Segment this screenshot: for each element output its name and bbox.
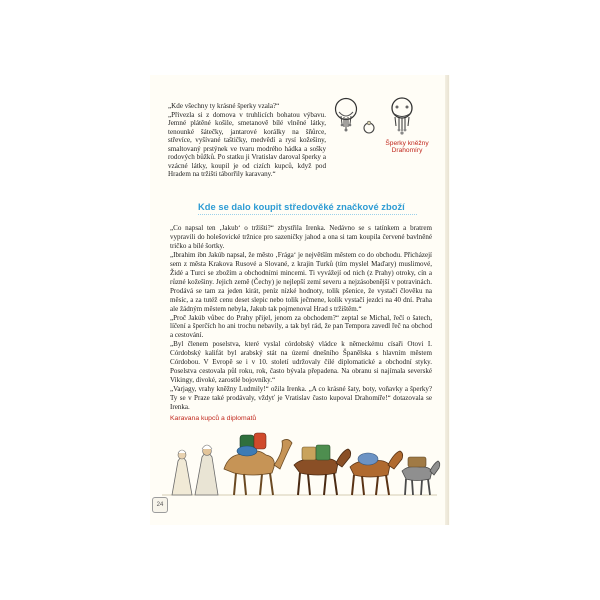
page-number: 24 <box>152 497 168 513</box>
section-heading: Kde se dalo koupit středověké značkové zboží <box>198 202 405 212</box>
ring-illustration <box>362 120 376 136</box>
intro-text <box>168 102 326 179</box>
intro-paragraph: „Přivezla si z domova v truhlicích bohatou výbavu. Jemné plátěné košile, smetanově bílé vlněné látky, tenounké šátečky, jantarové korálky na šňůrce, střevíce, vyšívané taštičky, medvědí a rysí kožešiny, smaltovaný prstýnek ve tvaru modrého hádka a sošky rodových bůžků. Po statku ji Vratislav daroval šperky a vzácné látky, koupil je od cizích kupců, když pod Hradem na tržišti táborřily karavany.“ <box>168 110 326 179</box>
body-text <box>170 224 432 422</box>
body-paragraph: „Varjagy, vrahy kněžny Ludmily!“ ožila Irenka. „A co krásné šaty, boty, voňavky a šperky? Ty se v Praze také prodávaly, vždyť je Vratislav často kupoval Drahomíře!“ dotazovala se Irenka. <box>170 385 432 412</box>
caravan-illustration <box>152 421 444 501</box>
body-paragraph: „Co napsal ten ‚Jakub‘ o tržišti?“ zbystřila Irenka. Nedávno se s tatínkem a bratrem vypravili do holešovické tržnice pro sazeničky jahod a ona si tam koupila červené bavlněné tričko a bílé šortky. <box>170 224 432 250</box>
intro-paragraph: „Kde všechny ty krásné šperky vzala?“ <box>168 102 280 110</box>
body-paragraph: „Byl členem poselstva, které vyslal córdobský vládce k německému císaři Otovi I. Córdobský kalifát byl arabský stát na území dnešního Španělska s hlavním městem Córdobou. V Evropě se i v 10. století udržovaly čilé diplomatické a obchodní styky. Poselstva cestovala půl roku, rok, často bývala přepadena. Na obranu si najímala severské Vikingy, divoké, zarostlé bojovníky.“ <box>170 340 432 385</box>
jewelry-caption: Šperky kněžny Drahomíry <box>385 140 429 155</box>
heading-underline <box>198 214 417 215</box>
body-paragraph: „Ibrahim ibn Jakúb napsal, že město ‚Frága‘ je největším městem co do obchodu. Přicházejí sem z města Krakova Rusové a Slované, z krajin Turků (tím myslel Maďary) muslimové, Židé a Turci se zbožím a obchodními mincemi. Ti vyvážejí od nich (z Prahy) otroky, cín a různé kožešiny. Jejich země (Čechy) je nejlepší zemí severu a nejzásobenější v potravinách. Prodává se tam za jeden kirát, peníz nízké hodnoty, tolik pšenice, že vystačí člověku na měsíc, a za tutéž cenu deset slepic nebo tolik ječmene, kolik vystačí jezdci na 40 dní. Praha ale žádným městem nebyla, Jakub tak pojmenoval Hrad s tržištěm.“ <box>170 250 432 313</box>
page-gutter <box>445 75 449 525</box>
body-paragraph: „Proč Jakúb vůbec do Prahy přijel, jenom za obchodem?“ zeptal se Michal, řečí o šatech, líčení a šperčích ho ani trochu nebavily, a tak byl rád, že pan Tempora zavedl řeč na obchod a cestování. <box>170 313 432 340</box>
caravan-caption: Karavana kupců a diplomatů <box>170 415 257 423</box>
earring-illustration-left <box>333 96 359 142</box>
earring-illustration-right <box>385 96 419 140</box>
